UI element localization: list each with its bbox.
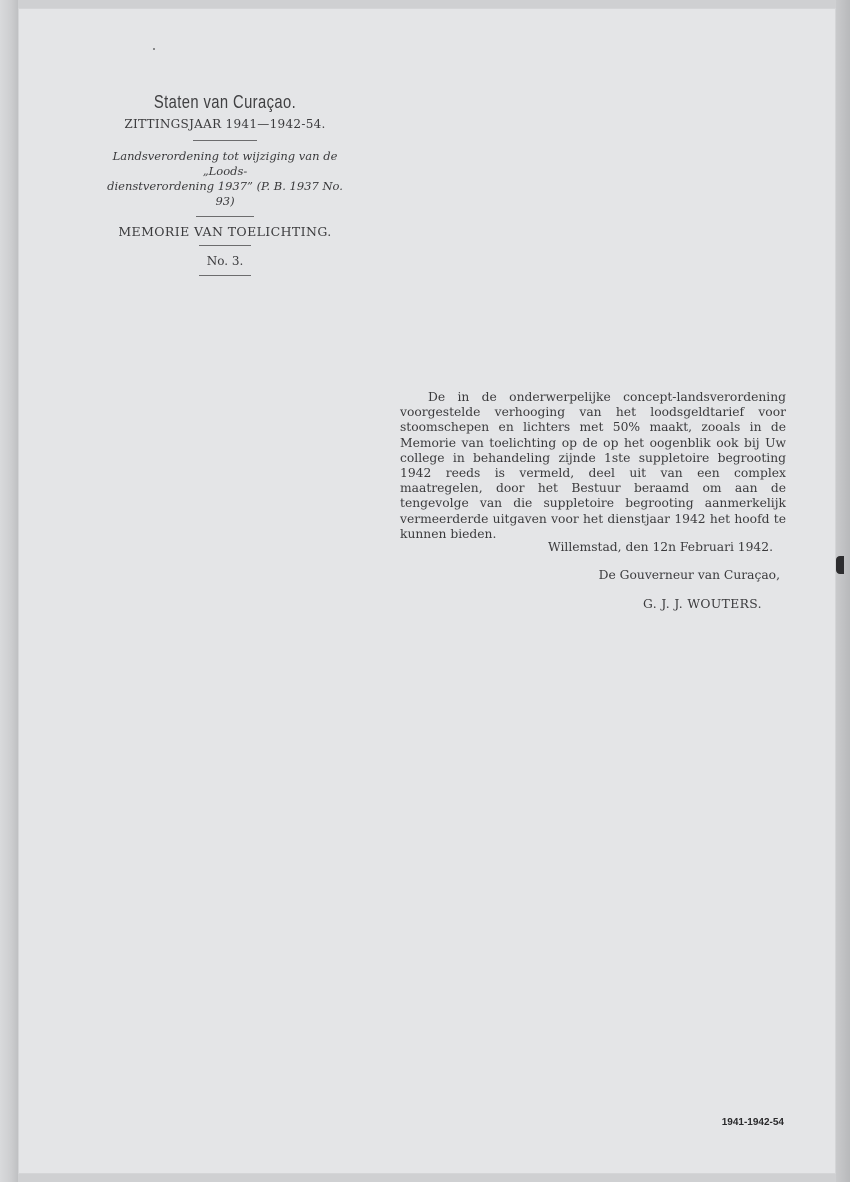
law-title-line-2: dienstverordening 1937” (P. B. 1937 No. 93) — [107, 179, 343, 208]
explanatory-paragraph: De in de onderwerpelijke concept-landsverordening voorgestelde verhooging van het loodsgeldtarief voor stoomschepen en lichters met 50% maakt, zooals in de Memorie van toelichting op de op het oogenblik ook bij Uw college in behandeling zijnde 1ste suppletoire begrooting 1942 reeds is vermeld, deel uit van een complex maatregelen, door het Bestuur beraamd om aan de tengevolge van die suppletoire begrooting aanmerkelijk vermeerderde uitgaven voor het dienstjaar 1942 het hoofd te kunnen bieden. — [400, 390, 786, 541]
document-number: No. 3. — [206, 254, 244, 268]
organisation-name: Staten van Curaçao. — [153, 92, 297, 112]
signer-title: De Gouverneur van Curaçao, — [598, 568, 780, 582]
divider — [199, 245, 251, 246]
signer-name: G. J. J. WOUTERS. — [642, 597, 762, 611]
session-year: ZITTINGSJAAR 1941—1942-54. — [124, 117, 326, 131]
divider — [199, 275, 251, 276]
paper-left-edge — [0, 0, 18, 1182]
paper-right-edge — [836, 0, 850, 1182]
law-title-line-1: Landsverordening tot wijziging van de „Loods- — [112, 149, 338, 178]
divider — [196, 216, 254, 217]
document-header — [100, 92, 350, 276]
binding-notch — [836, 556, 844, 574]
document-type: MEMORIE VAN TOELICHTING. — [118, 224, 332, 239]
paper-speck — [153, 48, 155, 50]
place-and-date: Willemstad, den 12n Februari 1942. — [548, 540, 773, 554]
law-title — [100, 149, 350, 209]
footer-document-number: 1941-1942-54 — [721, 1117, 784, 1128]
divider — [193, 140, 257, 141]
